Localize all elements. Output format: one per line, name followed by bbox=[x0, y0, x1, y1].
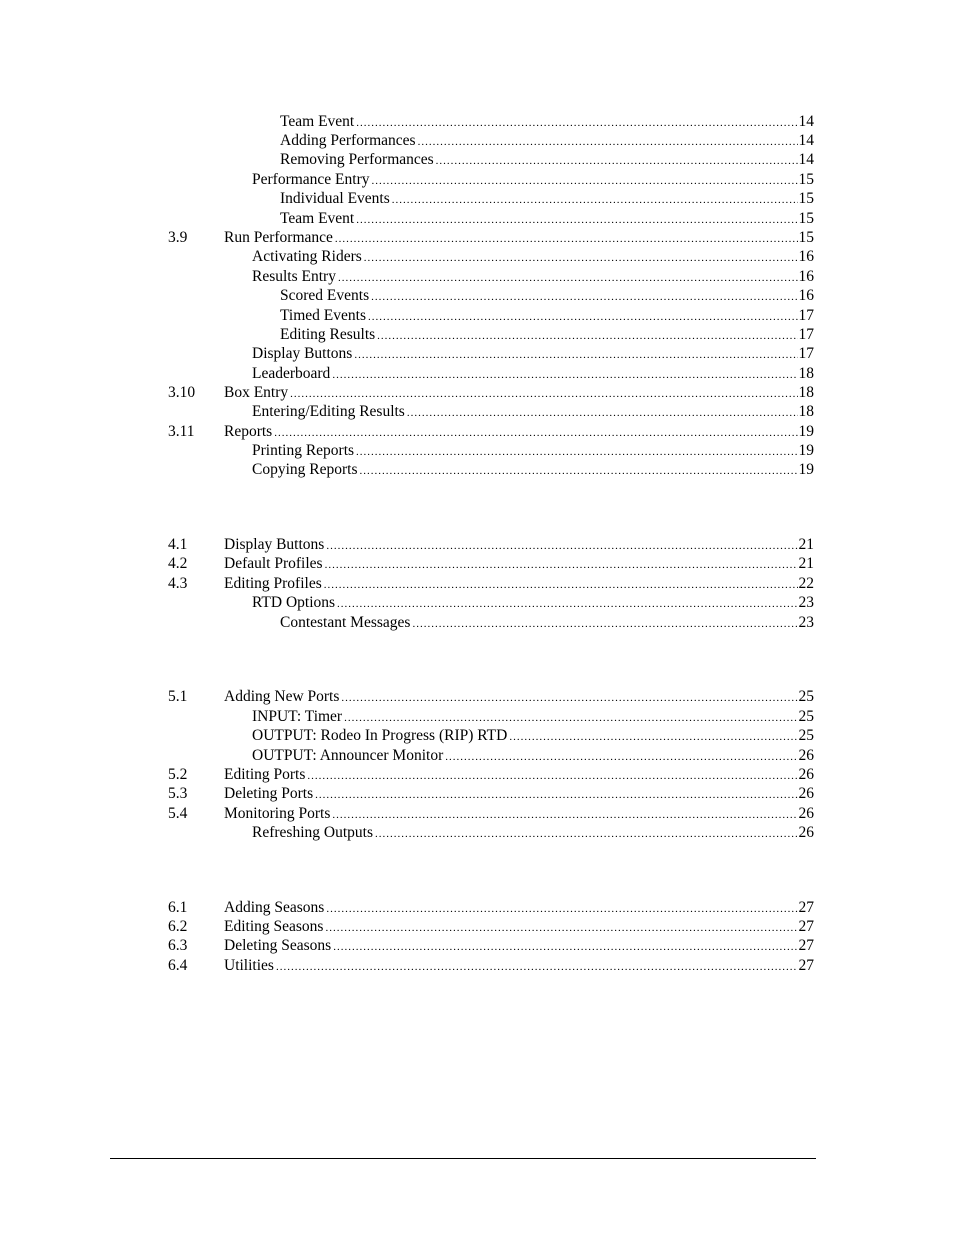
toc-title: Contestant Messages bbox=[280, 614, 411, 631]
toc-title: RTD Options bbox=[252, 594, 336, 611]
toc-entry[interactable] bbox=[168, 383, 814, 402]
toc-entry[interactable] bbox=[168, 209, 814, 228]
toc-number: 4.3 bbox=[168, 575, 188, 592]
toc-number: 5.2 bbox=[168, 766, 188, 783]
toc-entry[interactable] bbox=[168, 306, 814, 325]
toc-leader bbox=[371, 288, 797, 307]
toc-entry[interactable] bbox=[168, 364, 814, 383]
toc-page-number: 26 bbox=[798, 824, 814, 841]
toc-title: Performance Entry bbox=[252, 171, 370, 188]
toc-entry[interactable] bbox=[168, 228, 814, 247]
toc-page-number: 18 bbox=[798, 365, 814, 382]
toc-leader bbox=[364, 249, 798, 268]
toc-leader bbox=[412, 615, 797, 634]
toc-title: Adding New Ports bbox=[224, 688, 340, 705]
footer-rule bbox=[110, 1158, 816, 1159]
toc-title: Editing Ports bbox=[224, 766, 306, 783]
toc-entry[interactable] bbox=[168, 247, 814, 266]
toc-entry[interactable] bbox=[168, 765, 814, 784]
toc-page-number: 14 bbox=[798, 132, 814, 149]
toc-page-number: 14 bbox=[798, 151, 814, 168]
toc-entry[interactable] bbox=[168, 784, 814, 803]
toc-title: Timed Events bbox=[280, 307, 366, 324]
toc-page-number: 14 bbox=[798, 113, 814, 130]
toc-title: Deleting Ports bbox=[224, 785, 314, 802]
toc-leader bbox=[375, 825, 798, 844]
toc-entry[interactable] bbox=[168, 898, 814, 917]
toc-page-number: 25 bbox=[798, 708, 814, 725]
toc-title: Editing Profiles bbox=[224, 575, 322, 592]
toc-page-number: 22 bbox=[798, 575, 814, 592]
toc-number: 3.11 bbox=[168, 423, 195, 440]
toc-leader bbox=[360, 462, 798, 481]
toc-page-number: 26 bbox=[798, 805, 814, 822]
toc-page-number: 18 bbox=[798, 403, 814, 420]
toc-title: Leaderboard bbox=[252, 365, 331, 382]
toc-title: Refreshing Outputs bbox=[252, 824, 373, 841]
toc-entry[interactable] bbox=[168, 422, 814, 441]
toc-page-number: 15 bbox=[798, 210, 814, 227]
toc-entry[interactable] bbox=[168, 917, 814, 936]
toc-page-number: 25 bbox=[798, 727, 814, 744]
toc-entry[interactable] bbox=[168, 936, 814, 955]
toc-entry[interactable] bbox=[168, 460, 814, 479]
toc-leader bbox=[341, 689, 797, 708]
toc-page-number: 16 bbox=[798, 287, 814, 304]
toc-title: Utilities bbox=[224, 957, 274, 974]
toc-page-number: 17 bbox=[798, 345, 814, 362]
toc-entry[interactable] bbox=[168, 574, 814, 593]
toc-leader bbox=[354, 346, 797, 365]
toc-page-number: 17 bbox=[798, 326, 814, 343]
toc-title: Removing Performances bbox=[280, 151, 434, 168]
toc-entry[interactable] bbox=[168, 344, 814, 363]
toc-number: 5.4 bbox=[168, 805, 188, 822]
toc-leader bbox=[509, 728, 797, 747]
toc-page-number: 27 bbox=[798, 957, 814, 974]
toc-leader bbox=[337, 595, 797, 614]
toc-title: Default Profiles bbox=[224, 555, 323, 572]
toc-title: Deleting Seasons bbox=[224, 937, 332, 954]
toc-title: Results Entry bbox=[252, 268, 336, 285]
toc-entry[interactable] bbox=[168, 267, 814, 286]
toc-entry[interactable] bbox=[168, 554, 814, 573]
toc-title: Copying Reports bbox=[252, 461, 358, 478]
toc-entry[interactable] bbox=[168, 402, 814, 421]
toc-page-number: 23 bbox=[798, 594, 814, 611]
toc-page-number: 15 bbox=[798, 190, 814, 207]
toc-number: 6.1 bbox=[168, 899, 188, 916]
toc-number: 3.10 bbox=[168, 384, 196, 401]
toc-title: Monitoring Ports bbox=[224, 805, 331, 822]
toc-title: Display Buttons bbox=[224, 536, 325, 553]
toc-title: Reports bbox=[224, 423, 273, 440]
toc-number: 3.9 bbox=[168, 229, 188, 246]
toc-title: Editing Seasons bbox=[224, 918, 324, 935]
toc-page-number: 25 bbox=[798, 688, 814, 705]
toc-page-number: 16 bbox=[798, 248, 814, 265]
toc-page-number: 26 bbox=[798, 766, 814, 783]
toc-leader bbox=[392, 191, 798, 210]
toc-title: Editing Results bbox=[280, 326, 376, 343]
toc-number: 5.1 bbox=[168, 688, 188, 705]
toc-leader bbox=[276, 958, 798, 977]
toc-entry[interactable] bbox=[168, 956, 814, 975]
toc-entry[interactable] bbox=[168, 150, 814, 169]
toc-entry[interactable] bbox=[168, 804, 814, 823]
toc-entry[interactable] bbox=[168, 286, 814, 305]
toc-page-number: 21 bbox=[798, 536, 814, 553]
toc-page-number: 23 bbox=[798, 614, 814, 631]
toc-entry[interactable] bbox=[168, 535, 814, 554]
toc-title: Box Entry bbox=[224, 384, 289, 401]
toc-page-number: 27 bbox=[798, 918, 814, 935]
toc-entry[interactable] bbox=[168, 613, 814, 632]
toc-entry[interactable] bbox=[168, 189, 814, 208]
toc-entry[interactable] bbox=[168, 687, 814, 706]
toc-entry[interactable] bbox=[168, 746, 814, 765]
toc-page-number: 19 bbox=[798, 423, 814, 440]
toc-page-number: 15 bbox=[798, 171, 814, 188]
toc-page-number: 16 bbox=[798, 268, 814, 285]
toc-page-number: 18 bbox=[798, 384, 814, 401]
toc-leader bbox=[333, 938, 797, 957]
toc-entry[interactable] bbox=[168, 593, 814, 612]
toc-leader bbox=[407, 404, 798, 423]
toc-title: Run Performance bbox=[224, 229, 333, 246]
toc-page-number: 17 bbox=[798, 307, 814, 324]
toc-number: 4.1 bbox=[168, 536, 188, 553]
toc-entry[interactable] bbox=[168, 726, 814, 745]
toc-title: OUTPUT: Rodeo In Progress (RIP) RTD bbox=[252, 727, 508, 744]
toc-page-number: 27 bbox=[798, 937, 814, 954]
toc-page-number: 26 bbox=[798, 785, 814, 802]
toc-page-number: 19 bbox=[798, 461, 814, 478]
toc-number: 6.3 bbox=[168, 937, 188, 954]
toc-page-number: 19 bbox=[798, 442, 814, 459]
toc-entry[interactable] bbox=[168, 707, 814, 726]
toc-entry[interactable] bbox=[168, 441, 814, 460]
toc-entry[interactable] bbox=[168, 823, 814, 842]
toc-leader bbox=[325, 556, 798, 575]
toc-title: OUTPUT: Announcer Monitor bbox=[252, 747, 444, 764]
toc-title: INPUT: Timer bbox=[252, 708, 343, 725]
toc-entry[interactable] bbox=[168, 131, 814, 150]
toc-title: Scored Events bbox=[280, 287, 370, 304]
toc-entry[interactable] bbox=[168, 325, 814, 344]
toc-number: 4.2 bbox=[168, 555, 188, 572]
toc-number: 5.3 bbox=[168, 785, 188, 802]
toc-number: 6.2 bbox=[168, 918, 188, 935]
toc-title: Entering/Editing Results bbox=[252, 403, 405, 420]
toc-title: Display Buttons bbox=[252, 345, 353, 362]
toc-entry[interactable] bbox=[168, 170, 814, 189]
toc-title: Individual Events bbox=[280, 190, 390, 207]
toc-entry[interactable] bbox=[168, 112, 814, 131]
toc-number: 6.4 bbox=[168, 957, 188, 974]
toc-page-number: 26 bbox=[798, 747, 814, 764]
toc-title: Team Event bbox=[280, 113, 355, 130]
toc-leader bbox=[315, 786, 797, 805]
toc-page-number: 15 bbox=[798, 229, 814, 246]
toc-page-number: 27 bbox=[798, 899, 814, 916]
toc-page-number: 21 bbox=[798, 555, 814, 572]
toc-title: Adding Seasons bbox=[224, 899, 325, 916]
toc-title: Activating Riders bbox=[252, 248, 362, 265]
toc-title: Team Event bbox=[280, 210, 355, 227]
toc-title: Adding Performances bbox=[280, 132, 416, 149]
toc-leader bbox=[436, 152, 798, 171]
toc-title: Printing Reports bbox=[252, 442, 355, 459]
